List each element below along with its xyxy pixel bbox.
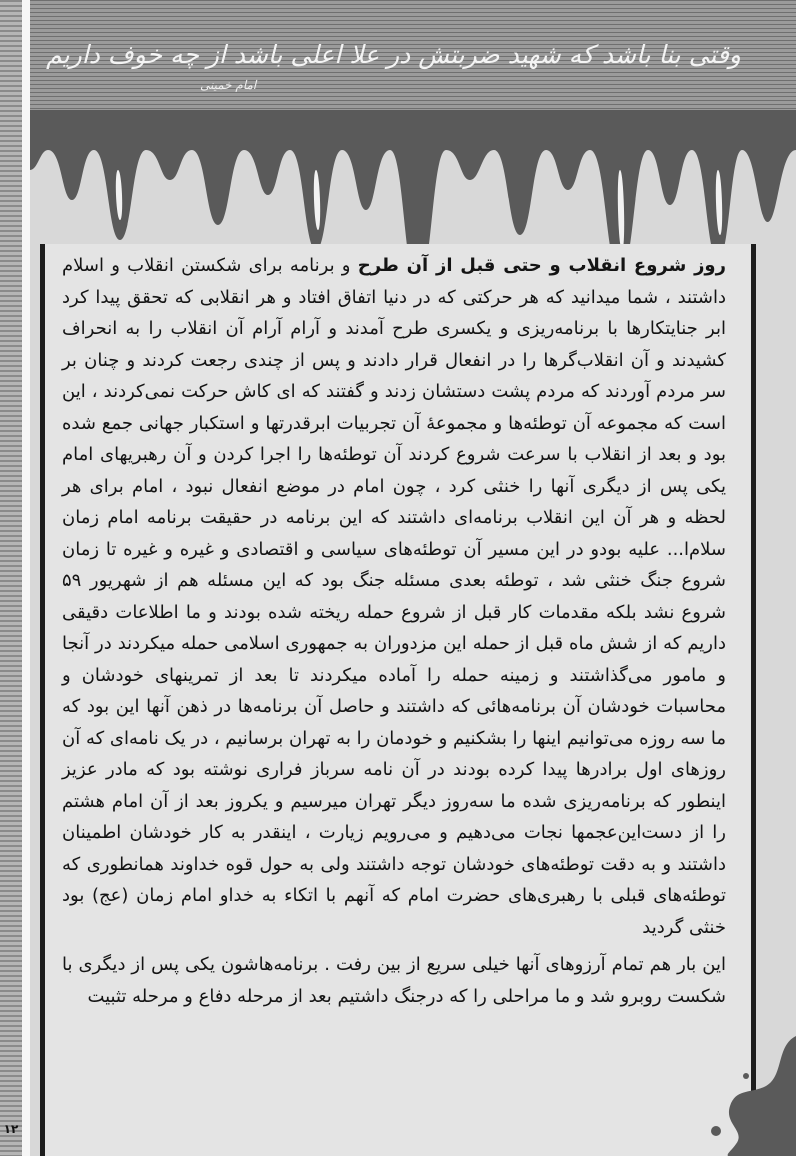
- header-band: [30, 0, 796, 120]
- page-fold: [22, 0, 30, 1156]
- page-number: ۱۲: [3, 1122, 19, 1136]
- page-edge: [0, 0, 22, 1156]
- header-attribution: امام خمینی: [200, 78, 257, 92]
- article-paragraph-1: [62, 250, 726, 943]
- article-lead: روز شروع انقلاب و حتی قبل از آن طرح: [357, 255, 726, 276]
- article-body: [62, 250, 726, 1012]
- article-paragraph-1-text: و برنامه برای شکستن انقلاب و اسلام داشتند ، شما میدانید که هر حرکتی که در دنیا اتفاق افتاد و هر انقلابی که تحقق پیدا کرد ابر جنایتکارها با برنامه‌ریزی و یکسری طرح آمدند و آرام آرام آن انقلاب را به انحراف کشیدند و آن انقلاب‌گرها را در انفعال قرار دادند و پس از چندی رجعت کردند و چنان بر سر مردم آوردند که مردم پشت دستشان زدند و گفتند که ای کاش حرکت نمی‌کردند ، این است که مجموعه آن توطئه‌ها و مجموعهٔ آن تجربیات ابرقدرتها و استکبار جهانی جمع شده بود و بعد از انقلاب با سرعت شروع کردند آن توطئه‌ها را اجرا کردن و آن رهبریهای امام یکی پس از دیگری آنها را خنثی کرد ، چون امام در موضع انفعال نبود ، امام برای هر لحظه و هر آن این انقلاب برنامه‌ای داشتند که این برنامه در حقیقت برنامه امام زمان سلام‌ا... علیه بودو در این مسیر آن توطئه‌های سیاسی و اقتصادی و غیره و غیره تا زمان شروع جنگ خنثی شد ، توطئه بعدی مسئله جنگ بود که این مسئله هم از شهریور ۵۹ شروع نشد بلکه مقدمات کار قبل از شروع حمله ریخته شده بودند و ما اطلاعات دقیقی داریم که از شش ماه قبل از حمله این مزدوران به جمهوری اسلامی حمله میکردند در آنجا و مامور می‌گذاشتند و زمینه حمله را آماده میکردند تا بعد از تمرینهای خودشان و محاسبات خودشان آن برنامه‌هائی که داشتند و حاصل آن برنامه‌ها در ذهن آنها این بود که ما سه روزه می‌توانیم اینها را بشکنیم و خودمان را به تهران برسانیم ، در یک نامه‌ای که آن روزهای اول برادرها پیدا کرده بودند در آن نامه سرباز فراری نوشته بود که مادر عزیز اینطور که برنامه‌ریزی شده ما سه‌روز دیگر تهران میرسیم و یکروز بعد از آن امام هشتم را از دست‌این‌عجمها نجات می‌دهیم و می‌رویم زیارت ، اینقدر به کار خودشان اطمینان داشتند و به دقت توطئه‌های خودشان توجه داشتند ولی به حول قوه خداوند همانطوری که توطئه‌های قبلی با رهبری‌های حضرت امام که آنهم با اتکاء به خداو امام زمان (عج) بود خنثی گردید: [62, 255, 726, 938]
- header-calligraphy: وقتی بنا باشد که شهید ضربتش در علا اعلی باشد از چه خوف داریم: [46, 40, 741, 69]
- article-paragraph-2: این بار هم تمام آرزوهای آنها خیلی سریع از بین رفت . برنامه‌هاشون یکی پس از دیگری با شکست روبرو شد و ما مراحلی را که درجنگ داشتیم بعد از مرحله دفاع و مرحله تثبیت: [62, 954, 726, 1007]
- ink-splat-decoration: [706, 1036, 796, 1156]
